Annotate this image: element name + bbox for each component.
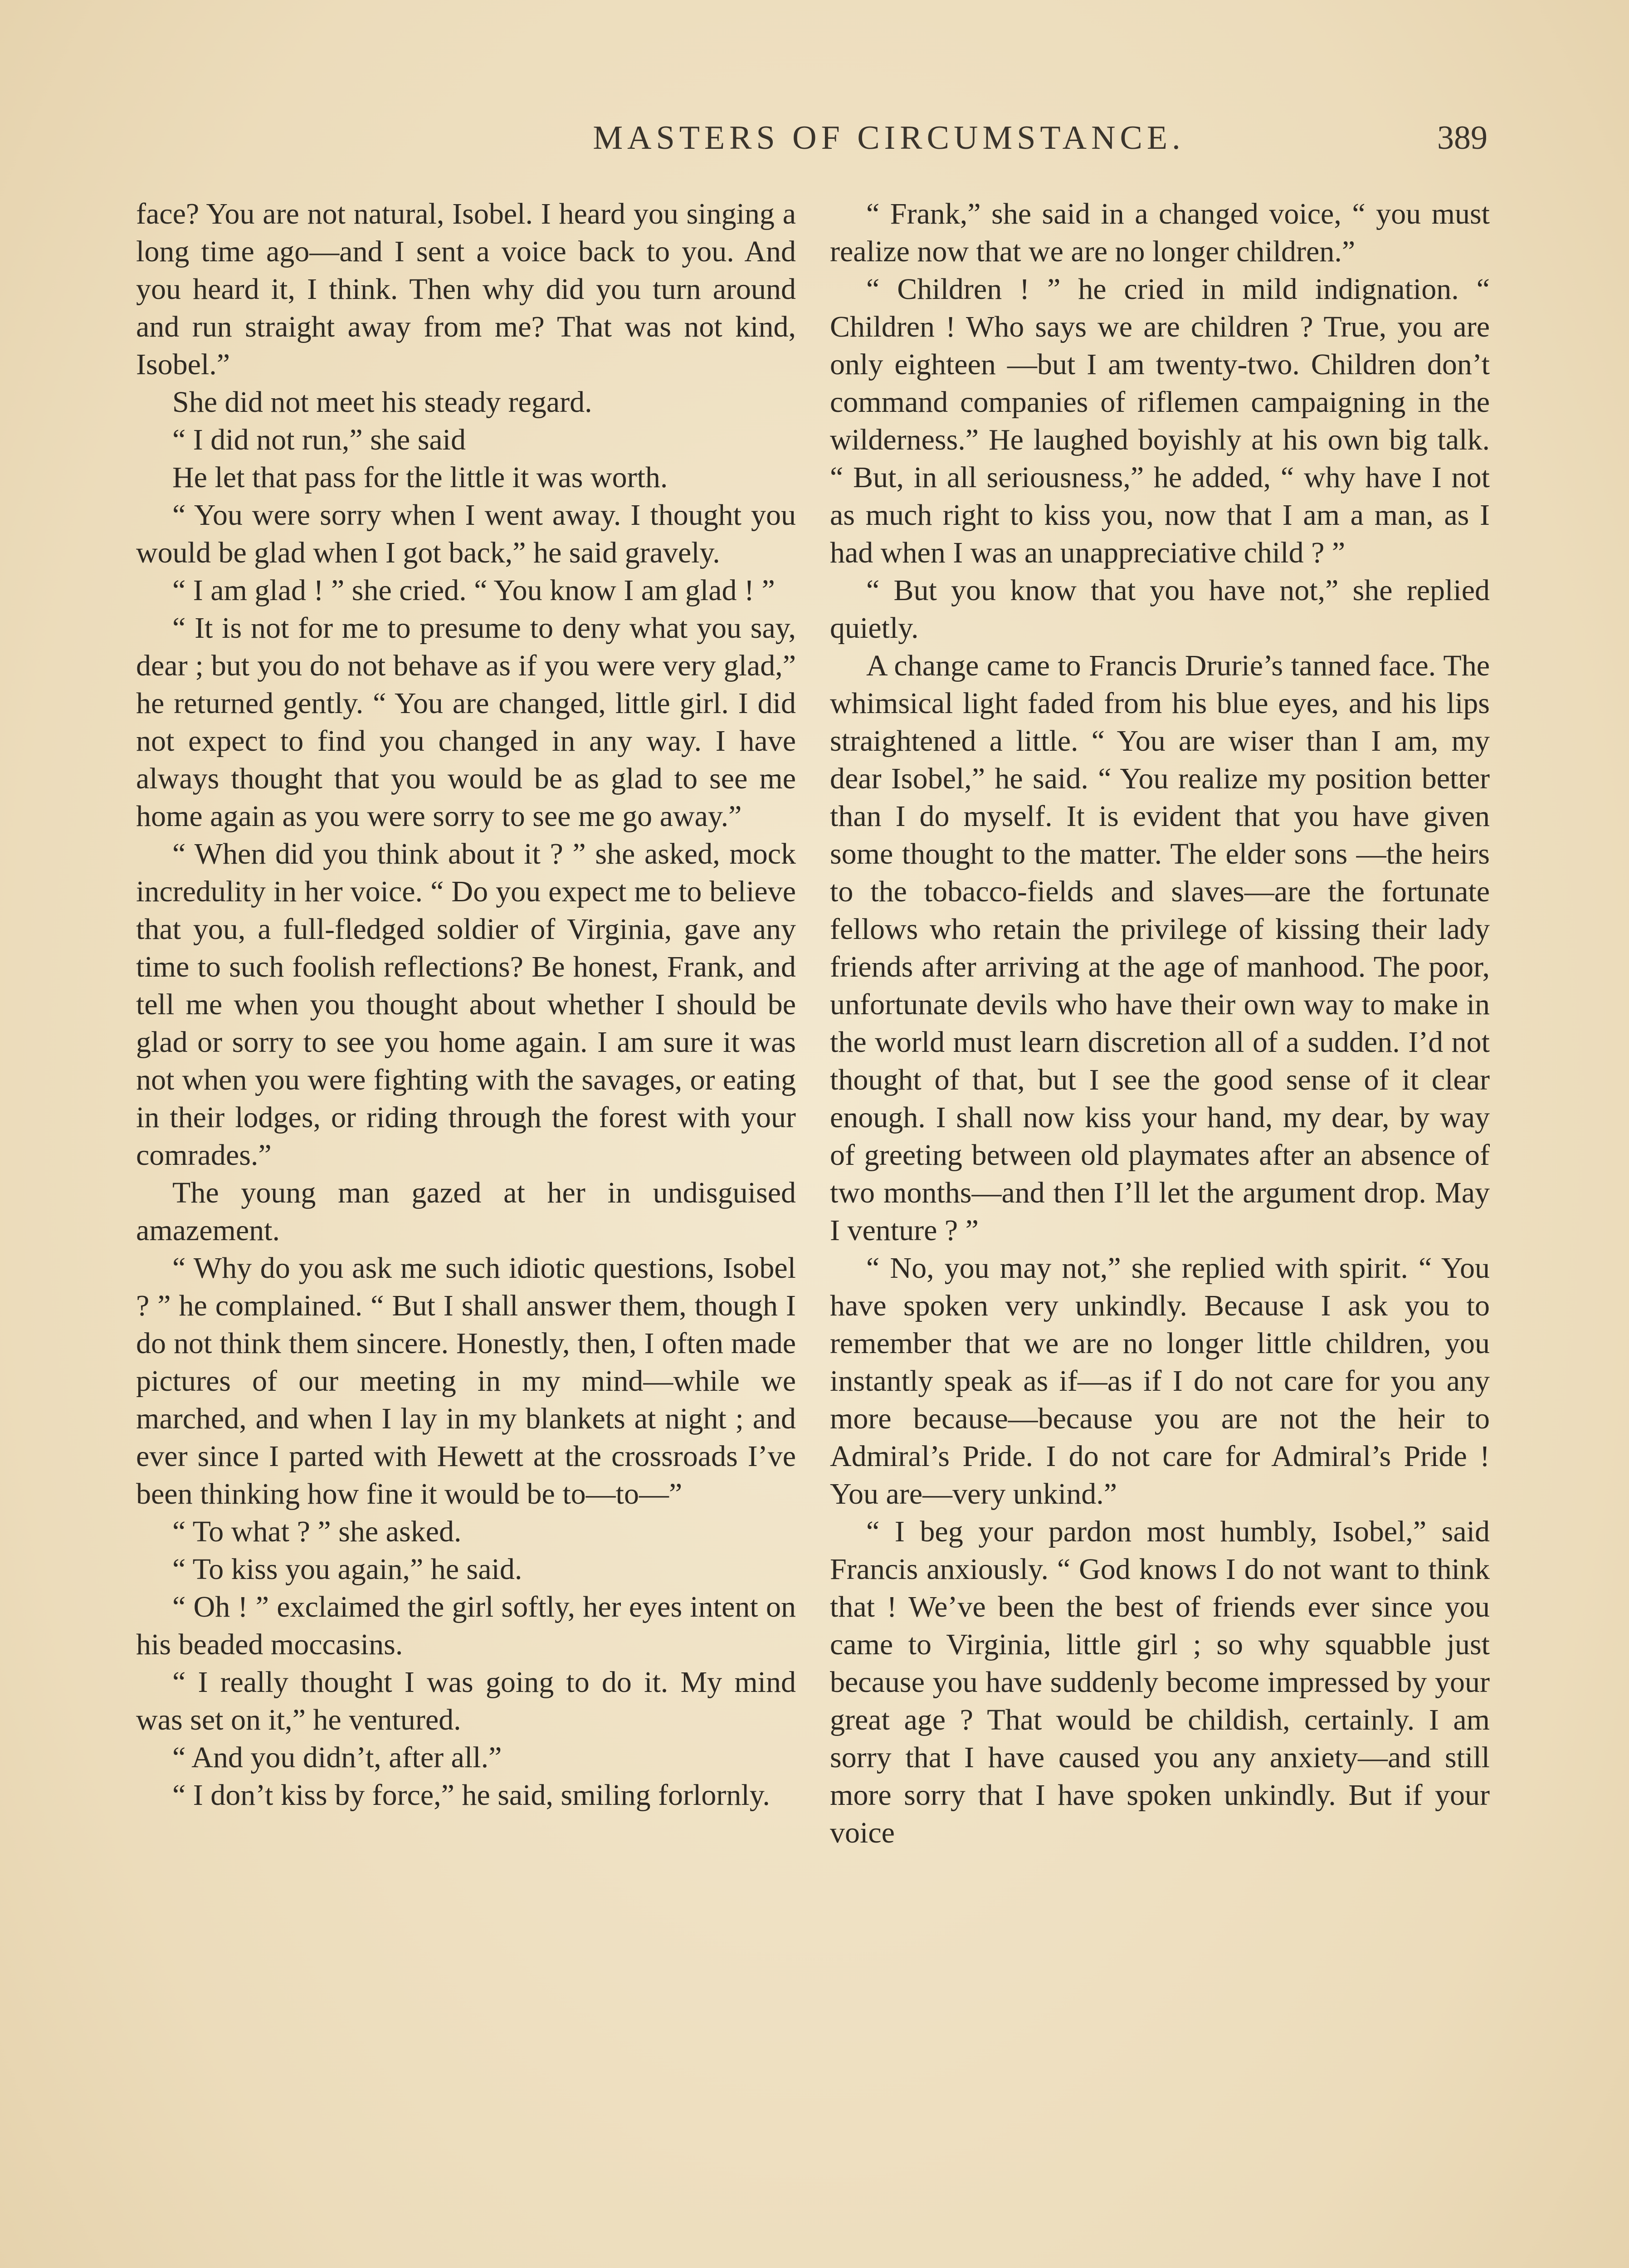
paragraph: “ I really thought I was going to do it. My mind was set on it,” he ventured. (136, 1666, 796, 1736)
paragraph: “ I am glad ! ” she cried. “ You know I am glad ! ” (172, 574, 775, 607)
paragraph: “ You were sorry when I went away. I thought you would be glad when I got back,” he said gravely. (136, 499, 796, 569)
paragraph: “ Oh ! ” exclaimed the girl softly, her eyes intent on his beaded moccasins. (136, 1590, 796, 1661)
paragraph: “ To what ? ” she asked. (172, 1515, 462, 1548)
paragraph: “ Why do you ask me such idiotic questions, Isobel ? ” he complained. “ But I shall answer them, though I do not think them sincere. Honestly, then, I often made pictures of our meeting in my mind—while we marched, and when I lay in my blankets at night ; and ever since I parted with Hewett at the crossroads I’ve been thinking how fine it would be to—to—” (136, 1251, 796, 1510)
paragraph: “ And you didn’t, after all.” (172, 1741, 502, 1774)
paragraph: The young man gazed at her in undisguised amazement. (136, 1176, 796, 1247)
paragraph: “ No, you may not,” she replied with spirit. “ You have spoken very unkindly. Because I ask you to remember that we are no longer little children, you instantly speak as if—as if I do not care for you any more because—because you are not the heir to Admiral’s Pride. I do not care for Admiral’s Pride ! You are—very unkind.” (830, 1251, 1490, 1510)
paragraph: “ It is not for me to presume to deny what you say, dear ; but you do not behave as if you were very glad,” he returned gently. “ You are changed, little girl. I did not expect to find you changed in any way. I have always thought that you would be as glad to see me home again as you were sorry to see me go away.” (136, 611, 796, 833)
page-header (136, 119, 1488, 164)
paragraph: “ When did you think about it ? ” she asked, mock incredulity in her voice. “ Do you expect me to believe that you, a full-fledged soldier of Virginia, gave any time to such foolish reflections? Be honest, Frank, and tell me when you thought about whether I should be glad or sorry to see you home again. I am sure it was not when you were fighting with the savages, or eating in their lodges, or riding through the forest with your comrades.” (136, 837, 796, 1172)
paragraph: “ To kiss you again,” he said. (172, 1553, 522, 1586)
left-column (136, 195, 796, 1814)
page-number: 389 (1437, 119, 1488, 156)
paragraph: She did not meet his steady regard. (172, 386, 592, 419)
paragraph: “ I beg your pardon most humbly, Isobel,” said Francis anxiously. “ God knows I do not want to think that ! We’ve been the best of friends ever since you came to Virginia, little girl ; so why squabble just because you have suddenly become impressed by your great age ? That would be childish, certainly. I am sorry that I have caused you any anxiety—and still more sorry that I have spoken unkindly. But if your voice (830, 1515, 1490, 1849)
paragraph: “ Children ! ” he cried in mild indignation. “ Children ! Who says we are children ? True, you are only eighteen —but I am twenty-two. Children don’t command companies of riflemen campaigning in the wilderness.” He laughed boyishly at his own big talk. “ But, in all seriousness,” he added, “ why have I not as much right to kiss you, now that I am a man, as I had when I was an unappreciative child ? ” (830, 273, 1490, 569)
paragraph: “ I did not run,” she said (172, 423, 466, 456)
right-column (830, 195, 1490, 1852)
paragraph: “ But you know that you have not,” she replied quietly. (830, 574, 1490, 645)
paragraph: “ Frank,” she said in a changed voice, “ you must realize now that we are no longer children.” (830, 197, 1490, 268)
paragraph: A change came to Francis Drurie’s tanned face. The whimsical light faded from his blue eyes, and his lips straightened a little. “ You are wiser than I am, my dear Isobel,” he said. “ You realize my position better than I do myself. It is evident that you have given some thought to the matter. The elder sons —the heirs to the tobacco-fields and slaves—are the fortunate fellows who retain the privilege of kissing their lady friends after arriving at the age of manhood. The poor, unfortunate devils who have their own way to make in the world must learn discretion all of a sudden. I’d not thought of that, but I see the good sense of it clear enough. I shall now kiss your hand, my dear, by way of greeting between old playmates after an absence of two months—and then I’ll let the argument drop. May I venture ? ” (830, 649, 1490, 1247)
paragraph: face? You are not natural, Isobel. I heard you singing a long time ago—and I sent a voice back to you. And you heard it, I think. Then why did you turn around and run straight away from me? That was not kind, Isobel.” (136, 197, 796, 381)
paragraph: “ I don’t kiss by force,” he said, smiling forlornly. (172, 1779, 770, 1812)
paragraph: He let that pass for the little it was worth. (172, 461, 668, 494)
running-head: MASTERS OF CIRCUMSTANCE. (593, 119, 1185, 156)
